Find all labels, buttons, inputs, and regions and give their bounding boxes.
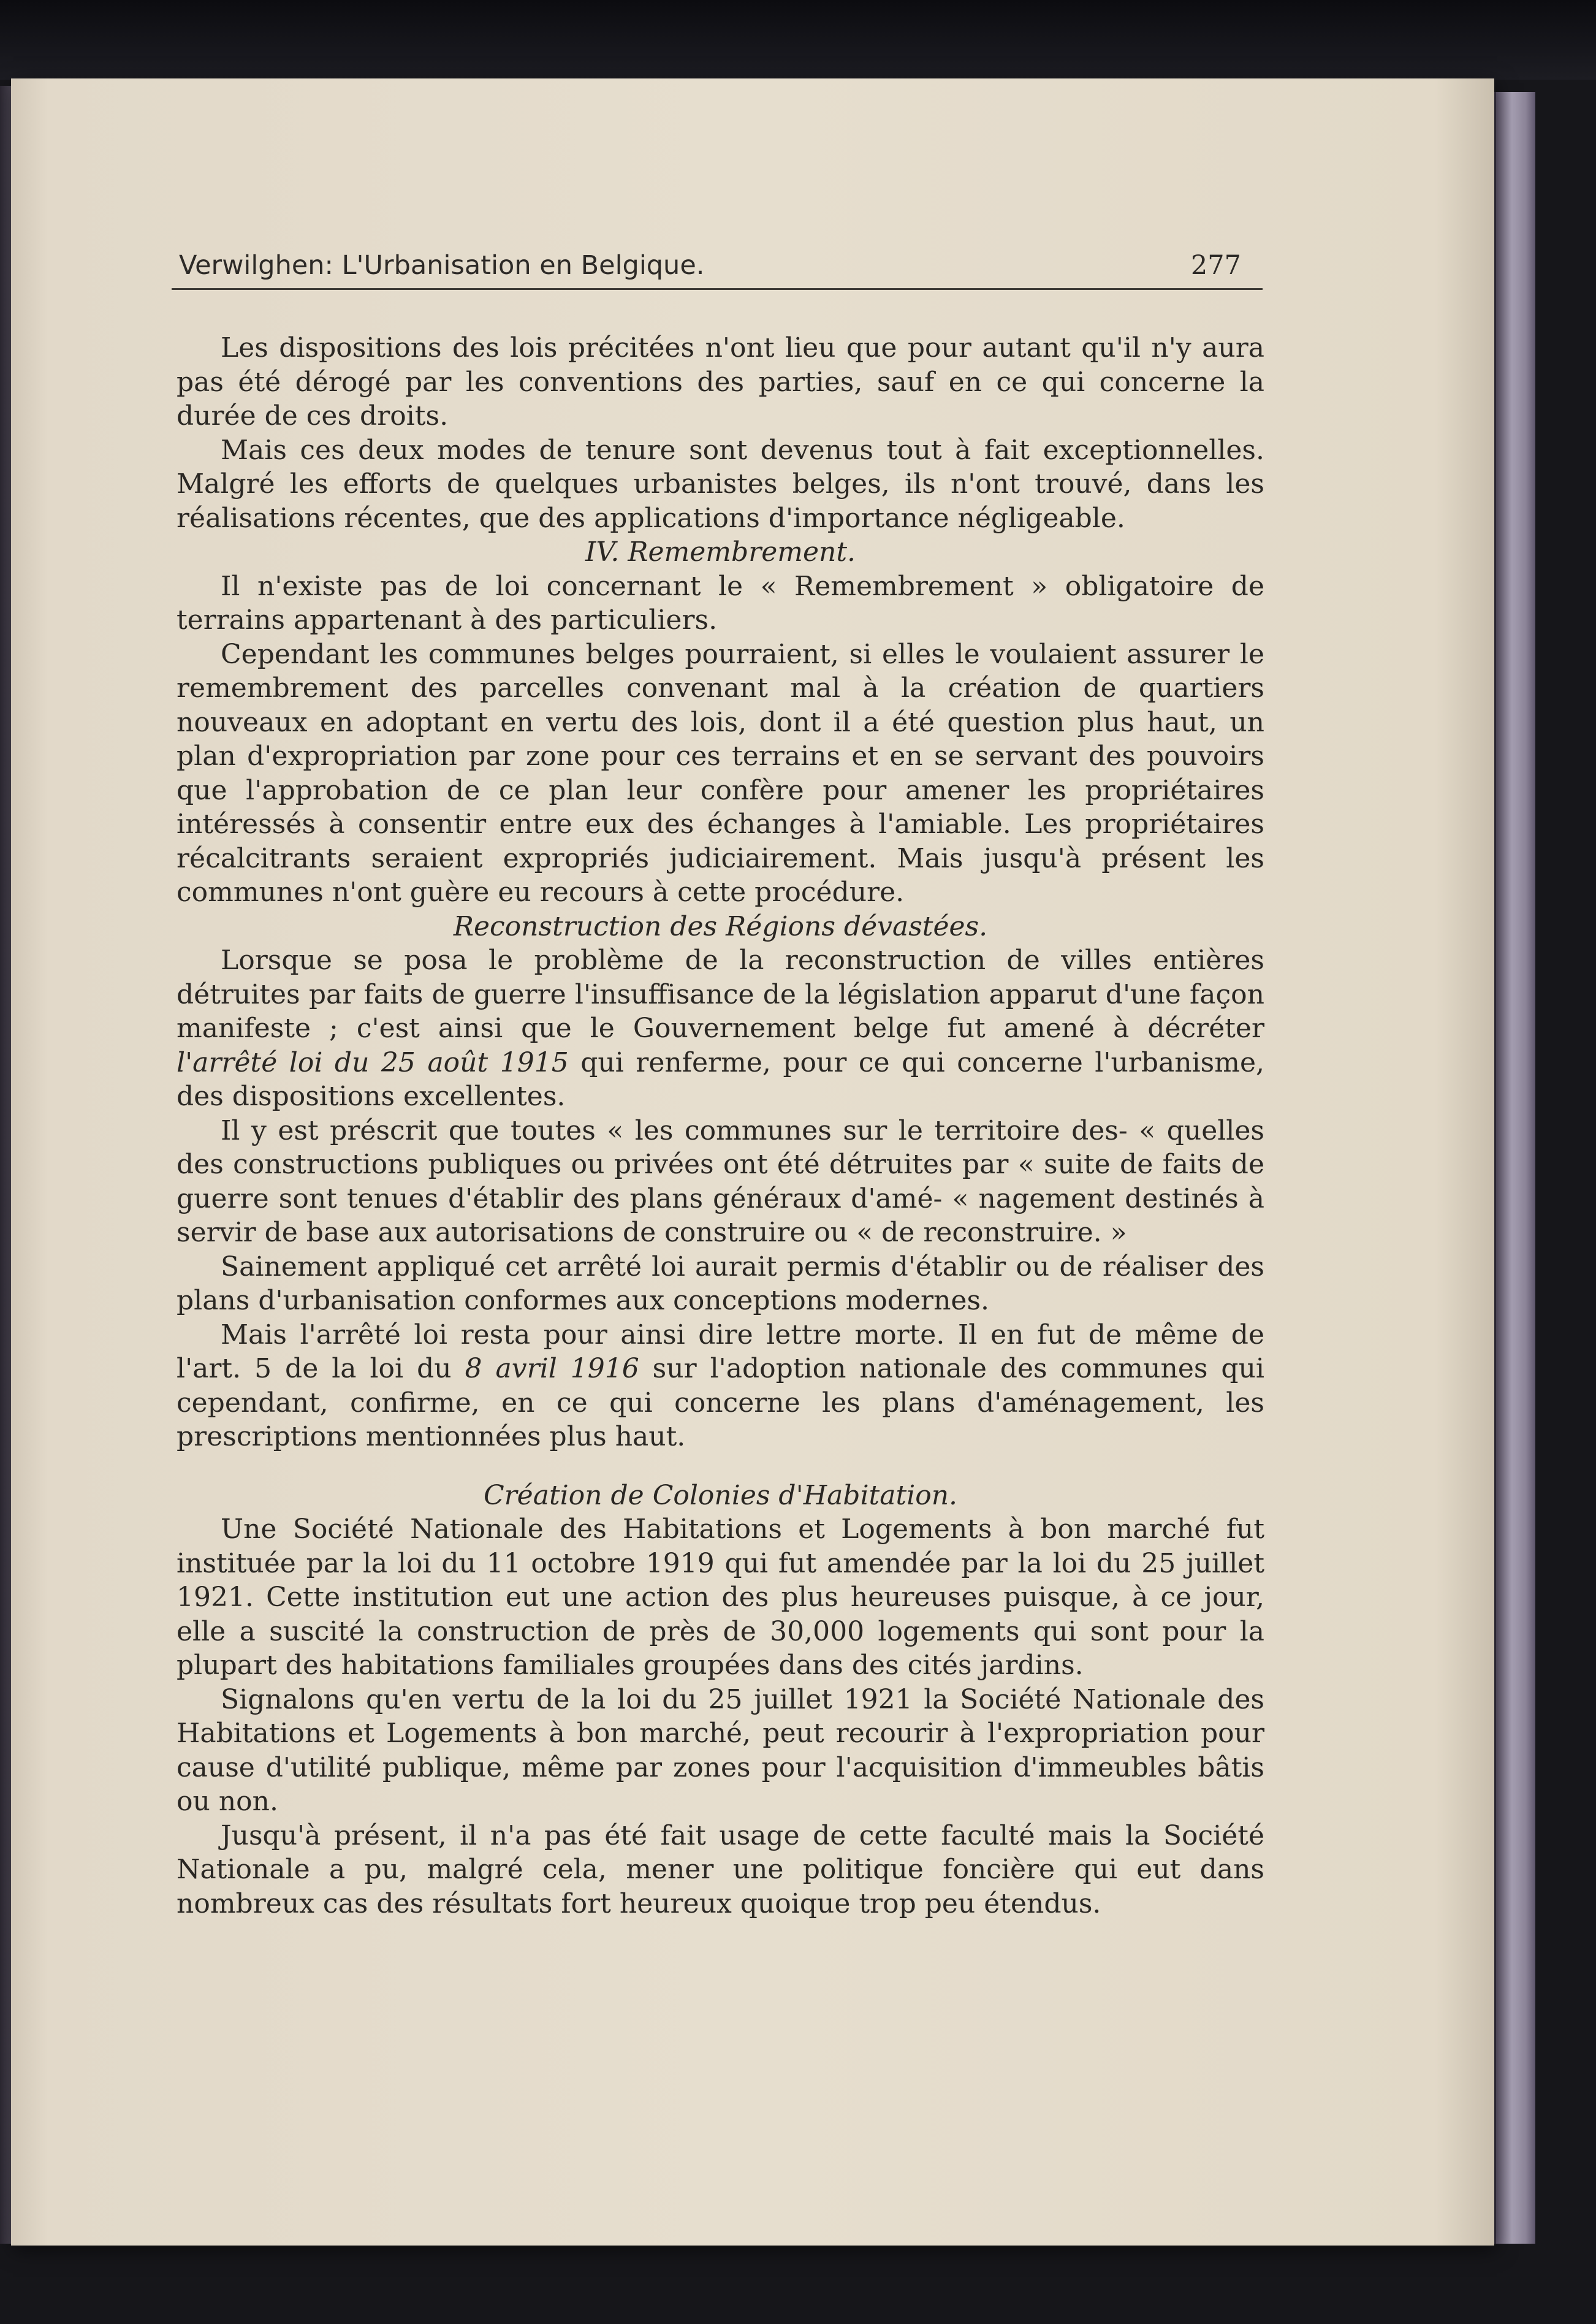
section-heading-colonies: Création de Colonies d'Habitation. <box>483 1479 958 1511</box>
paragraph-7: Sainement appliqué cet arrêté loi aurait permis d'établir ou de réaliser des plans d'urbanisation conformes aux conceptions modernes. <box>177 1251 1264 1316</box>
paragraph-8-emphasis: 8 avril 1916 <box>465 1353 639 1384</box>
section-heading-reconstruction: Reconstruction des Régions dévastées. <box>453 910 988 942</box>
paragraph-5-text-b: qui renferme, pour ce qui concerne l'urbanisme, des dispositions excellentes. <box>177 1046 1264 1112</box>
paragraph-3: Il n'existe pas de loi concernant le « Remembrement » obligatoire de terrains appartenant à des particuliers. <box>177 570 1264 636</box>
page-body <box>177 331 1264 1921</box>
page-number: 277 <box>1190 250 1241 281</box>
paragraph-4: Cependant les communes belges pourraient, si elles le voulaient assurer le remembrement des parcelles convenant mal à la création de quartiers nouveaux en adoptant en vertu des lois, dont il a été question plus haut, un plan d'expropriation par zone pour ces terrains et en se servant des pouvoirs que l'approbation de ce plan leur confère pour amener les propriétaires intéressés à consentir entre eux des échanges à l'amiable. Les propriétaires récalcitrants seraient expropriés judiciairement. Mais jusqu'à présent les communes n'ont guère eu recours à cette procédure. <box>177 638 1264 908</box>
paragraph-11: Jusqu'à présent, il n'a pas été fait usage de cette faculté mais la Société Nationale a pu, malgré cela, mener une politique foncière qui eut dans nombreux cas des résultats fort heureux quoique trop peu étendus. <box>177 1819 1264 1919</box>
paragraph-9: Une Société Nationale des Habitations et Logements à bon marché fut instituée par la loi du 11 octobre 1919 qui fut amendée par la loi du 25 juillet 1921. Cette institution eut une action des plus heureuses puisque, à ce jour, elle a suscité la construction de près de 30,000 logements qui sont pour la plupart des habitations familiales groupées dans des cités jardins. <box>177 1514 1264 1681</box>
paragraph-5 <box>177 943 1264 1114</box>
paragraph-8 <box>177 1318 1264 1454</box>
section-heading-remembrement: IV. Remembrement. <box>585 536 856 568</box>
paragraph-5-emphasis: l'arrêté loi du 25 août 1915 <box>177 1046 569 1078</box>
paragraph-5-text-a: Lorsque se posa le problème de la reconstruction de villes entières détruites par faits de guerre l'insuffisance de la législation apparut d'une façon manifeste ; c'est ainsi que le Gouvernement belge fut amené à décréter <box>177 945 1264 1044</box>
paragraph-8-text-a: Mais l'arrêté loi resta pour ainsi dire lettre morte. Il en fut de même de l'art. 5 de la loi du <box>177 1319 1264 1384</box>
book-cover-background <box>0 0 1596 80</box>
paragraph-10: Signalons qu'en vertu de la loi du 25 juillet 1921 la Société Nationale des Habitations et Logements à bon marché, peut recourir à l'expropriation pour cause d'utilité publique, même par zones pour l'acquisition d'immeubles bâtis ou non. <box>177 1683 1264 1817</box>
paragraph-6: Il y est préscrit que toutes « les communes sur le territoire des- « quelles des constructions publiques ou privées ont été détruites par « suite de faits de guerre sont tenues d'établir des plans généraux d'amé- « nagement destinés à servir de base aux autorisations de construire ou « de reconstruire. » <box>177 1114 1264 1248</box>
running-title: Verwilghen: L'Urbanisation en Belgique. <box>179 250 705 281</box>
running-header <box>172 245 1263 290</box>
book-binding-right <box>1494 92 1535 2244</box>
paragraph-1: Les dispositions des lois précitées n'ont lieu que pour autant qu'il n'y aura pas été dérogé par les conventions des parties, sauf en ce qui concerne la durée de ces droits. <box>177 332 1264 432</box>
paragraph-8-text-b: sur l'adoption nationale des communes qui cependant, confirme, en ce qui concerne les plans d'aménagement, les prescriptions mentionnées plus haut. <box>177 1353 1264 1452</box>
paragraph-2: Mais ces deux modes de tenure sont devenus tout à fait exceptionnelles. Malgré les efforts de quelques urbanistes belges, ils n'ont trouvé, dans les réalisations récentes, que des applications d'importance négligeable. <box>177 434 1264 534</box>
